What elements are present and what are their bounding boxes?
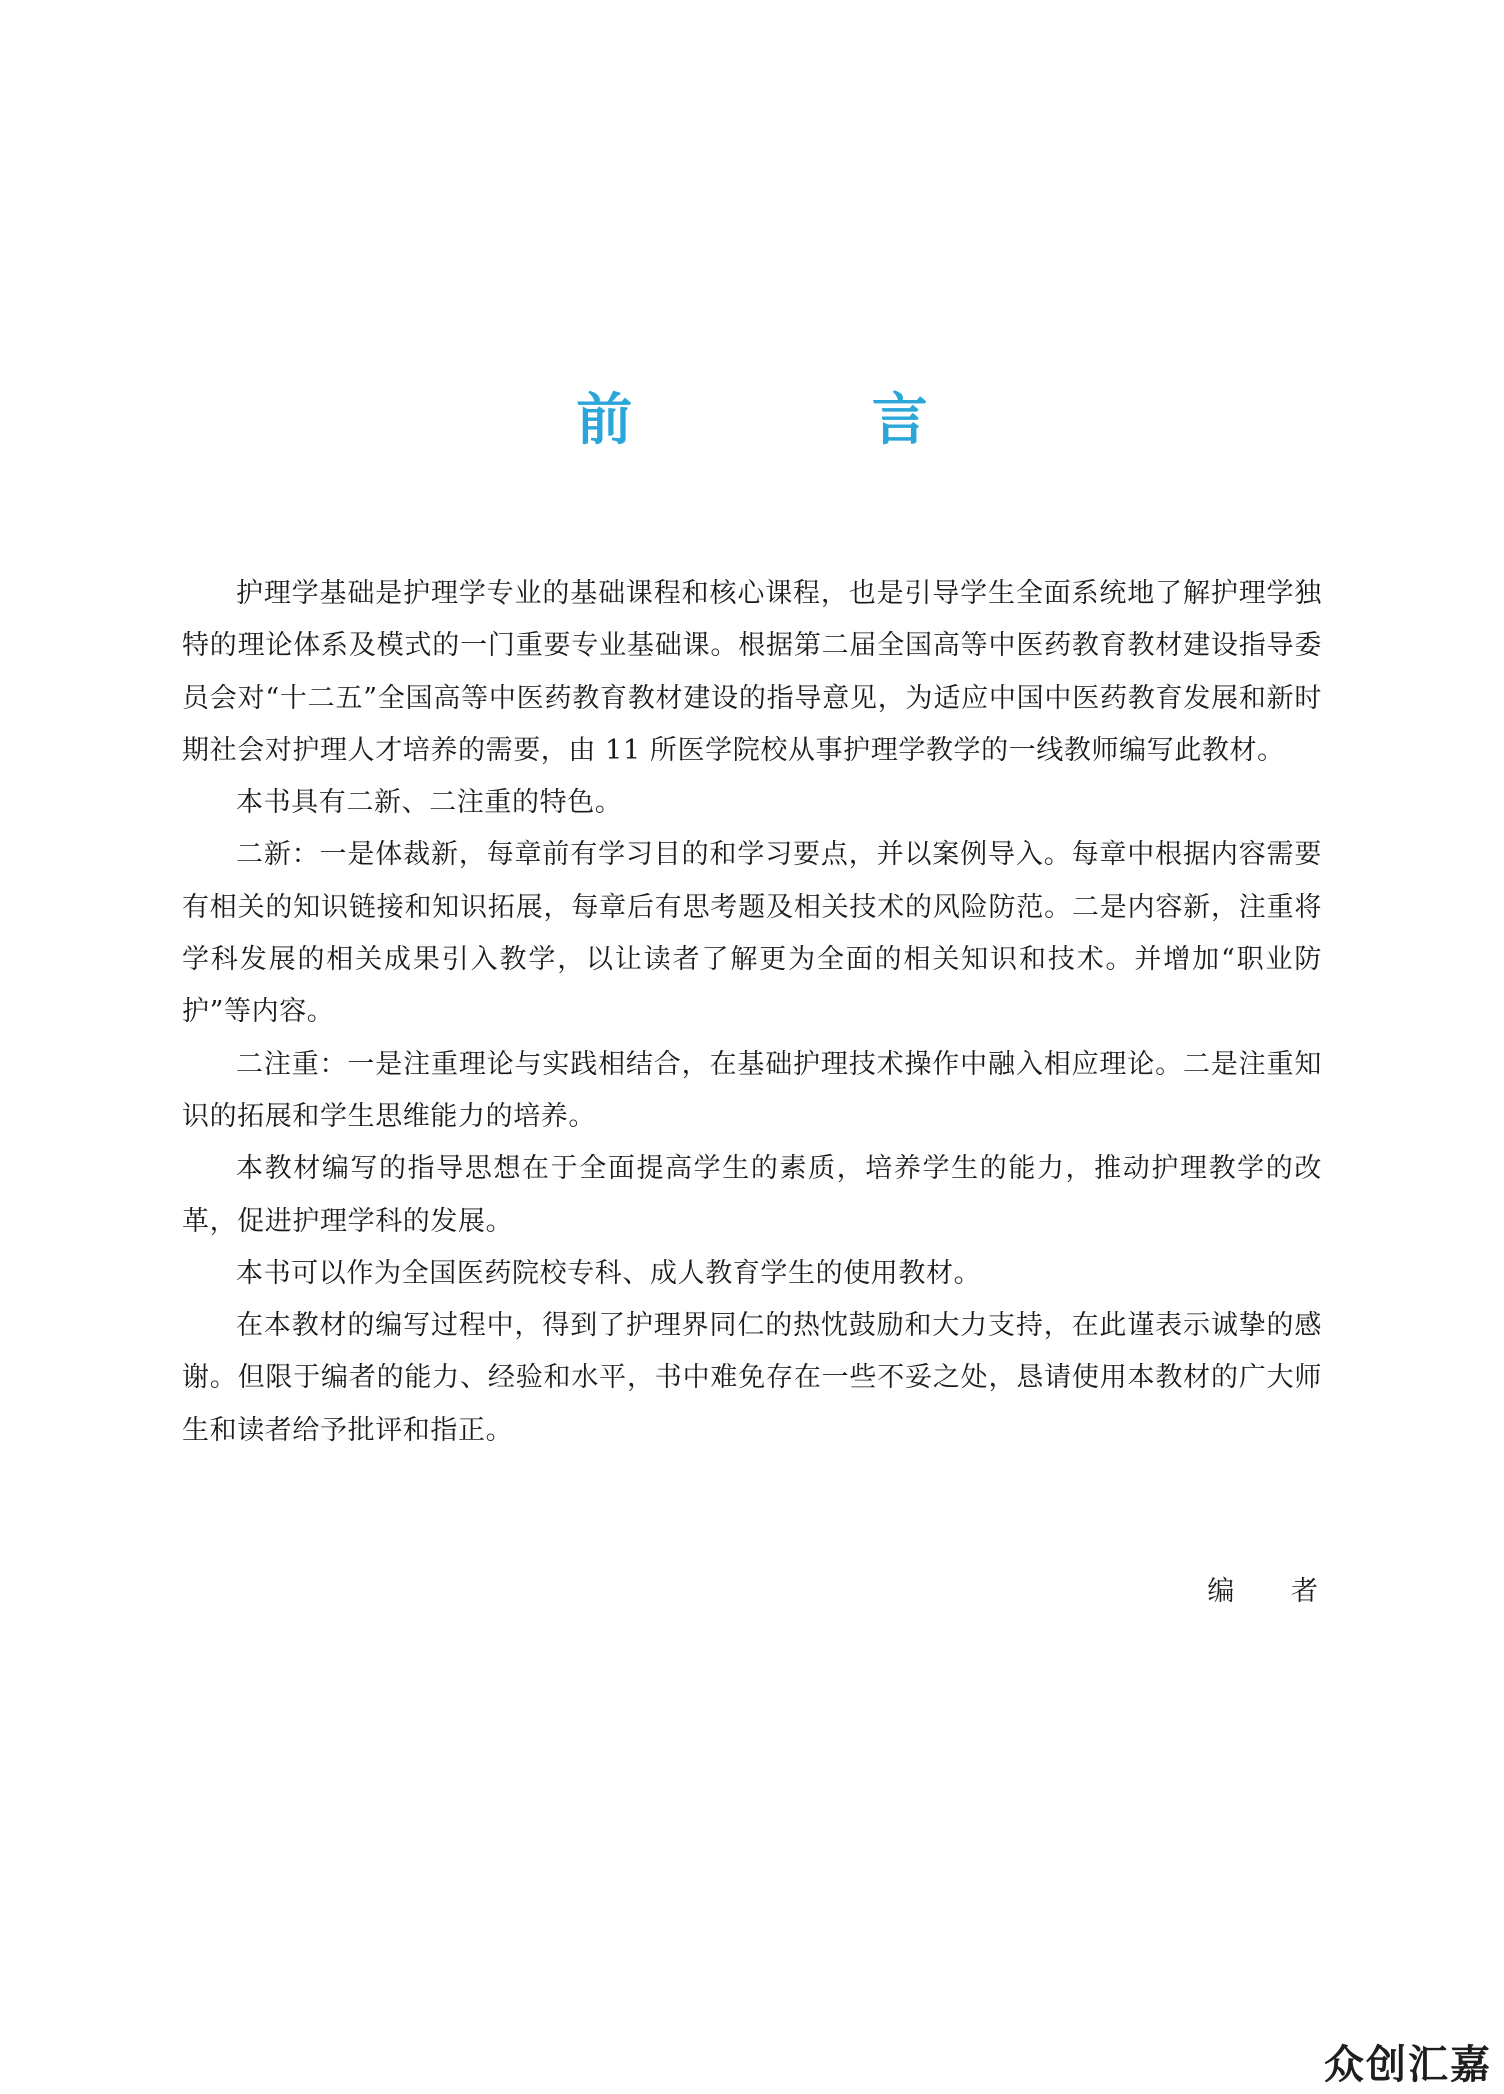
paragraph: 本书可以作为全国医药院校专科、成人教育学生的使用教材。 — [236, 1257, 982, 1289]
preface-body — [182, 568, 1322, 1457]
page-title: 前 言 — [576, 387, 1038, 453]
paragraph: 本教材编写的指导思想在于全面提高学生的素质，培养学生的能力，推动护理教学的改革，促进护理学科的发展。 — [182, 1153, 1322, 1237]
paragraph: 护理学基础是护理学专业的基础课程和核心课程，也是引导学生全面系统地了解护理学独特的理论体系及模式的一门重要专业基础课。根据第二届全国高等中医药教育教材建设指导委员会对“十二五”全国高等中医药教育教材建设的指导意见，为适应中国中医药教育发展和新时期社会对护理人才培养的需要，由 11 所医学院校从事护理学教学的一线教师编写此教材。 — [182, 578, 1322, 766]
watermark-logo: 众创汇嘉 — [1324, 2042, 1492, 2088]
author-signature: 编 者 — [1207, 1576, 1342, 1607]
paragraph: 二新：一是体裁新，每章前有学习目的和学习要点，并以案例导入。每章中根据内容需要有相关的知识链接和知识拓展，每章后有思考题及相关技术的风险防范。二是内容新，注重将学科发展的相关成果引入教学，以让读者了解更为全面的相关知识和技术。并增加“职业防护”等内容。 — [182, 839, 1322, 1028]
paragraph: 在本教材的编写过程中，得到了护理界同仁的热忱鼓励和大力支持，在此谨表示诚挚的感谢。但限于编者的能力、经验和水平，书中难免存在一些不妥之处，恳请使用本教材的广大师生和读者给予批评和指正。 — [182, 1310, 1322, 1446]
paragraph: 二注重：一是注重理论与实践相结合，在基础护理技术操作中融入相应理论。二是注重知识的拓展和学生思维能力的培养。 — [182, 1048, 1322, 1132]
paragraph: 本书具有二新、二注重的特色。 — [236, 787, 623, 819]
